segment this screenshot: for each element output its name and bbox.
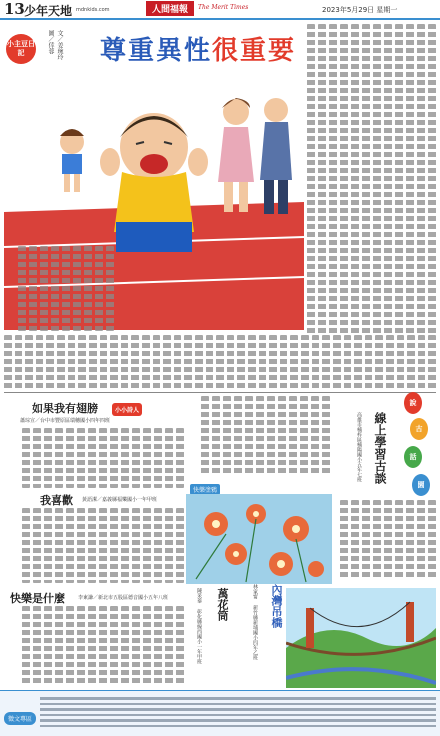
column-badge: 小主豆日記 [6,34,36,64]
balloon-1: 說 [404,392,426,414]
section-name: 少年天地 [24,4,73,18]
poem3-author: 李東謙／新北市五股區德音國小五年八班 [78,595,169,601]
art1-author: 陳采蓁 彰化縣線西國小一年甲班 [196,588,202,664]
submission-badge: 徵文專區 [4,712,36,725]
art1-title: 萬花筒 [216,588,229,621]
balloon-3: 話 [404,446,426,468]
art1-drawing [186,494,332,584]
poem3-text [4,606,184,686]
poem2-text [4,508,184,583]
lead-title-blue: 尊重異性 [100,36,213,66]
poem1-tag: 小小詩人 [112,403,142,416]
poem1-author: 蕭琮宣／台中市豐原區瑞穗國小四年四班 [20,418,111,424]
right-title: 線上學習古談 [373,412,387,484]
art2-drawing [286,588,436,688]
right-author: 高雄市楠梓區楠陽國小五年七班 [356,412,362,482]
poem2-author: 黃語潔／嘉義縣福樂國小一年甲班 [82,497,158,503]
brand-logo-cn: 人間福報 [146,1,194,16]
art2-author: 林家甯 新竹縣新埔國小四年乙班 [252,584,258,660]
poem3-title: 快樂是什麼 [10,592,65,605]
lead-story-text-left [4,246,114,331]
lead-story-text [300,24,436,334]
right-story-text [334,500,436,580]
lead-story-text-bottom [4,335,436,389]
website-link[interactable]: mdnkids.com [76,7,110,13]
brand-logo-en: The Merit Times [198,4,249,11]
lead-title [100,30,296,67]
art-tag: 快樂塗鴉 [190,484,220,495]
poem1-title: 如果我有翅膀 [32,402,98,415]
middle-story-text [190,396,330,476]
footer-info [0,690,440,736]
footer-text [40,697,436,727]
lead-title-red: 很重要 [212,36,297,66]
lead-byline: 文／姜琬玲 圖／倖蓉 [47,30,63,60]
balloon-4: 園 [412,474,434,496]
section-divider [4,392,436,393]
page-number: 13 [4,0,25,18]
issue-date: 2023年5月29日 星期一 [322,6,398,14]
balloon-2: 古 [410,418,432,440]
poem2-title: 我喜歡 [40,494,73,507]
art2-title: 內灣吊橋 [270,584,283,628]
poem1-text [4,428,184,488]
